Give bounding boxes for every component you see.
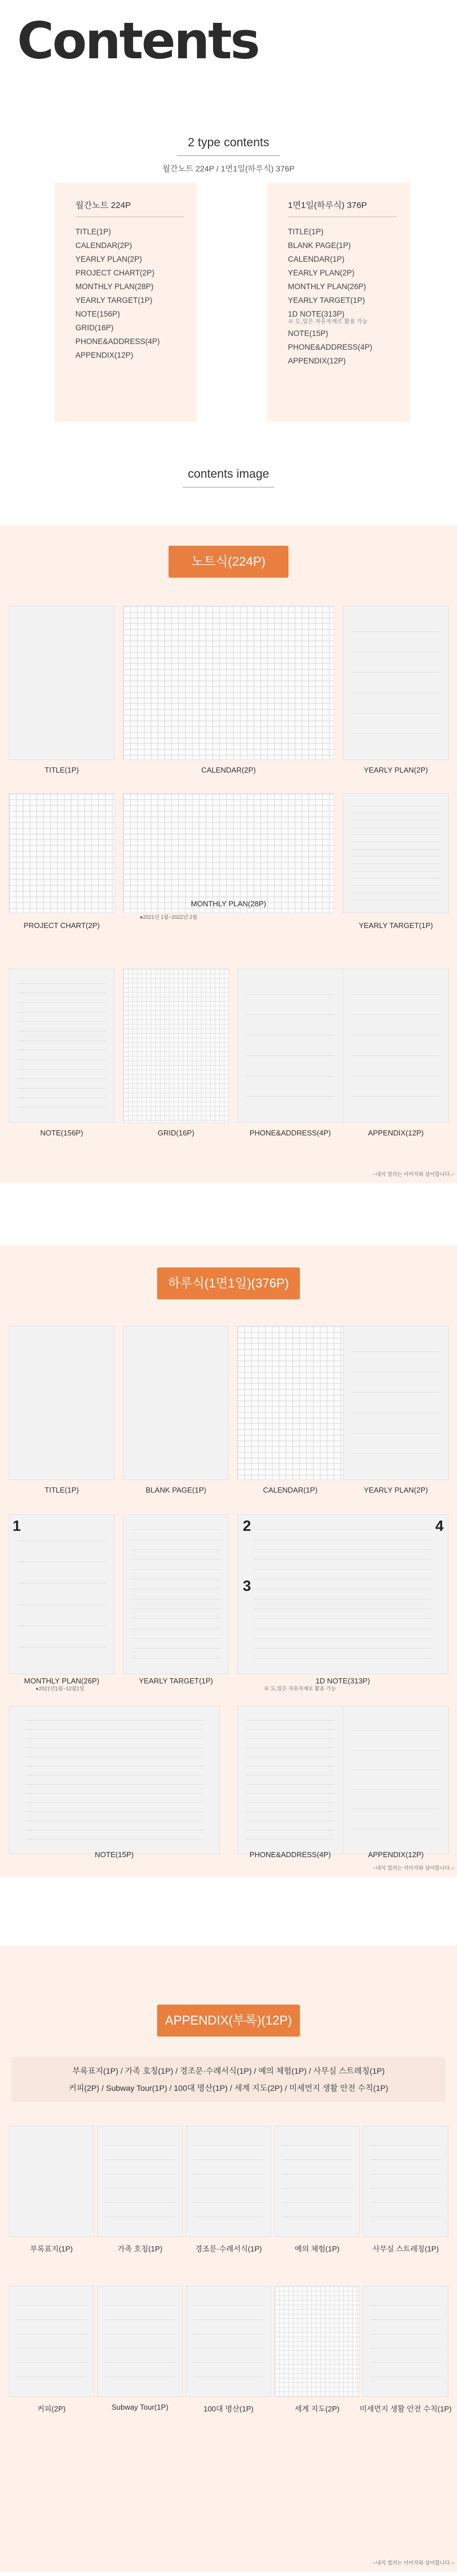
daily-list-item: 1D NOTE(313P): [288, 310, 345, 318]
monthly-list-item: GRID(16P): [75, 323, 114, 332]
ruled-line: [352, 863, 440, 864]
ruled-line: [352, 856, 440, 857]
appendix-list-line-2: 커피(2P) / Subway Tour(1P) / 100대 명산(1P) / 세계 지도(2P) / 미세먼지 생활 안전 수칙(1P): [69, 2083, 388, 2093]
ruled-line: [246, 1793, 335, 1794]
ruled-line: [352, 834, 440, 835]
ruled-line: [193, 2145, 264, 2146]
divider: [177, 155, 280, 156]
ruled-line: [18, 1059, 106, 1060]
thumbnail-label: CALENDAR(2P): [201, 766, 256, 774]
daily-items-list: [288, 225, 410, 321]
page-number: 4: [435, 1517, 444, 1534]
ruled-line: [26, 1784, 202, 1785]
page-title: Contents: [17, 11, 259, 70]
thumbnail-label: TITLE(1P): [45, 766, 79, 774]
thumbnail-label: YEARLY PLAN(2P): [363, 1486, 428, 1494]
appendix-list: [11, 2057, 446, 2102]
appendix-list-line-1: 부록표지(1P) / 가족 호칭(1P) / 경조문·수례서식(1P) / 예의 체험(1P) / 사무실 스트레칭(1P): [72, 2066, 385, 2075]
ruled-line: [352, 631, 440, 632]
monthly-list-item: CALENDAR(2P): [75, 241, 133, 250]
monthly-items-list: [75, 225, 197, 362]
thumbnail-label: TITLE(1P): [45, 1486, 79, 1494]
thumbnail-label: 미세먼지 생활 안전 수칙(1P): [359, 2405, 452, 2413]
ruled-line: [352, 672, 440, 673]
daily-list-item: YEARLY TARGET(1P): [288, 296, 365, 305]
ruled-line: [26, 1729, 202, 1730]
page-thumbnail: [123, 606, 334, 760]
monthly-list-item: YEARLY PLAN(2P): [75, 255, 142, 263]
page-thumbnail: [123, 1326, 229, 1480]
thumbnail-label: NOTE(156P): [40, 1129, 83, 1137]
daily-list-item: BLANK PAGE(1P): [288, 241, 351, 250]
page-thumbnail: [123, 969, 229, 1123]
ruled-line: [193, 2348, 264, 2349]
ruled-line: [246, 1720, 335, 1721]
daily-list-item: TITLE(1P): [288, 227, 324, 236]
section3-pill: APPENDIX(부록)(12P): [157, 2005, 300, 2037]
thumbnail-label: 예의 체험(1P): [294, 2245, 340, 2253]
thumbnail-label: 경조문·수례서식(1P): [195, 2245, 262, 2253]
page-thumbnail: [274, 2286, 360, 2397]
ruled-line: [254, 1569, 431, 1570]
ruled-line: [16, 2319, 87, 2320]
ruled-line: [352, 651, 440, 652]
ruled-line: [370, 2145, 441, 2146]
ruled-line: [254, 1539, 431, 1540]
ruled-line: [246, 1076, 335, 1077]
ruled-line: [352, 1730, 440, 1731]
monthly-list-item: APPENDIX(12P): [75, 351, 134, 359]
page-thumbnail: [343, 1326, 449, 1480]
page-number: 1: [13, 1517, 21, 1534]
page-thumbnail: [363, 2286, 448, 2397]
ruled-line: [18, 1078, 106, 1079]
ruled-line: [18, 1069, 106, 1070]
ruled-line: [105, 2362, 175, 2363]
thumbnail-label: PHONE&ADDRESS(4P): [249, 1129, 331, 1137]
ruled-line: [105, 2188, 175, 2189]
ruled-line: [16, 2348, 87, 2349]
page-thumbnail: [9, 1326, 115, 1480]
thumbnail-label: PHONE&ADDRESS(4P): [249, 1850, 331, 1859]
page-thumbnail: [9, 2126, 94, 2237]
page-thumbnail: [97, 2126, 183, 2237]
ruled-line: [105, 2319, 175, 2320]
ruled-line: [246, 994, 335, 995]
page-number: 2: [243, 1517, 251, 1534]
page-thumbnail: [9, 969, 115, 1123]
ruled-line: [246, 1729, 335, 1730]
ruled-line: [352, 1014, 440, 1015]
ruled-line: [370, 2362, 441, 2363]
ruled-line: [246, 1738, 335, 1739]
daily-note-subnote: ※ 도,일은 자유자재로 활용 가능: [264, 1686, 336, 1691]
thumbnail-label: 100대 명산(1P): [203, 2405, 254, 2413]
ruled-line: [193, 2305, 264, 2306]
ruled-line: [105, 2305, 175, 2306]
ruled-line: [352, 1076, 440, 1077]
ruled-line: [246, 1747, 335, 1748]
ruled-line: [105, 2348, 175, 2349]
thumbnail-label: 가족 호칭(1P): [117, 2245, 163, 2253]
monthly-plan-subnote: ●2021년 1월~2022년 2월: [139, 914, 198, 920]
daily-contents-box: [267, 183, 410, 422]
daily-list-item: PHONE&ADDRESS(4P): [288, 343, 372, 351]
ruled-line: [352, 849, 440, 850]
daily-list-item: APPENDIX(12P): [288, 357, 346, 365]
ruled-line: [370, 2159, 441, 2160]
page-number: 3: [243, 1577, 251, 1594]
monthly-list-item: YEARLY TARGET(1P): [75, 296, 153, 305]
ruled-line: [132, 1618, 221, 1619]
thumbnail-label: 1D NOTE(313P): [315, 1677, 370, 1685]
ruled-line: [352, 885, 440, 886]
page-thumbnail: [343, 1706, 449, 1854]
page-thumbnail: [343, 969, 449, 1123]
monthly-list-item: MONTHLY PLAN(28P): [75, 282, 154, 291]
ruled-line: [254, 1638, 431, 1639]
monthly-list-item: TITLE(1P): [75, 227, 111, 236]
ruled-line: [18, 1088, 106, 1089]
page-thumbnail: [123, 1514, 229, 1674]
ruled-line: [18, 1021, 106, 1022]
daily-list-item: MONTHLY PLAN(26P): [288, 282, 366, 291]
ruled-line: [352, 713, 440, 714]
ruled-line: [132, 1549, 221, 1550]
ruled-line: [132, 1658, 221, 1659]
ruled-line: [132, 1529, 221, 1530]
thumbnail-label: APPENDIX(12P): [368, 1129, 424, 1137]
page-thumbnail: [237, 1326, 343, 1480]
ruled-line: [352, 820, 440, 821]
daily-list-item: NOTE(15P): [288, 329, 328, 338]
section1-pill: 노트식(224P): [169, 546, 288, 578]
thumbnail-label: 세계 지도(2P): [294, 2405, 340, 2413]
section1-footnote: ~내지 컬러는 이미지와 상이합니다.~: [372, 1171, 454, 1177]
ruled-line: [352, 1055, 440, 1056]
page-thumbnail: [97, 2286, 183, 2397]
ruled-line: [370, 2319, 441, 2320]
ruled-line: [105, 2159, 175, 2160]
page-thumbnail: [343, 793, 449, 913]
thumbnail-label: 사무실 스트레칭(1P): [372, 2245, 439, 2253]
page-thumbnail: [9, 1706, 220, 1854]
ruled-line: [246, 1055, 335, 1056]
monthly-box-title: 월간노트 224P: [75, 201, 131, 210]
page-thumbnail: [123, 793, 334, 913]
monthly-contents-box: [55, 183, 197, 422]
ruled-line: [193, 2362, 264, 2363]
page-thumbnail: [9, 2286, 94, 2397]
daily-list-item: CALENDAR(1P): [288, 255, 345, 263]
ruled-line: [370, 2348, 441, 2349]
ruled-line: [18, 983, 106, 984]
monthly-list-item: PHONE&ADDRESS(4P): [75, 337, 160, 346]
ruled-line: [254, 1549, 431, 1550]
ruled-line: [105, 2145, 175, 2146]
daily-items-list-2: [288, 327, 410, 368]
ruled-line: [254, 1529, 431, 1530]
ruled-line: [105, 2202, 175, 2203]
ruled-line: [26, 1747, 202, 1748]
page-thumbnail: [237, 1706, 343, 1854]
ruled-line: [246, 1802, 335, 1803]
monthly-list-item: PROJECT CHART(2P): [75, 269, 155, 277]
types-heading: 2 type contents: [187, 136, 270, 149]
ruled-line: [370, 2188, 441, 2189]
ruled-line: [282, 2202, 352, 2203]
page-thumbnail: [274, 2126, 360, 2237]
ruled-line: [370, 2202, 441, 2203]
ruled-line: [26, 1811, 202, 1812]
ruled-line: [132, 1539, 221, 1540]
thumbnail-label: Subway Tour(1P): [111, 2403, 169, 2411]
section2-footnote: ~내지 컬러는 이미지와 상이합니다.~: [372, 1865, 454, 1871]
ruled-line: [132, 1569, 221, 1570]
ruled-line: [352, 1096, 440, 1097]
ruled-line: [246, 1811, 335, 1812]
page-thumbnail: [186, 2126, 271, 2237]
ruled-line: [352, 1453, 440, 1454]
thumbnail-label: 부록표지(1P): [30, 2245, 73, 2253]
thumbnail-label: APPENDIX(12P): [368, 1850, 424, 1859]
page-thumbnail: [9, 606, 115, 760]
ruled-line: [352, 733, 440, 734]
page-thumbnail: [237, 969, 343, 1123]
ruled-line: [352, 827, 440, 828]
ruled-line: [18, 1002, 106, 1003]
thumbnail-label: CALENDAR(1P): [263, 1486, 318, 1494]
image-heading: contents image: [187, 467, 270, 481]
thumbnail-label: YEARLY TARGET(1P): [359, 921, 433, 930]
thumbnail-label: GRID(16P): [157, 1129, 195, 1137]
page-thumbnail: [9, 1514, 115, 1674]
daily-list-item: YEARLY PLAN(2P): [288, 269, 355, 277]
thumbnail-label: BLANK PAGE(1P): [146, 1486, 206, 1494]
thumbnail-label: YEARLY PLAN(2P): [363, 766, 428, 774]
ruled-line: [132, 1648, 221, 1649]
ruled-line: [16, 2362, 87, 2363]
ruled-line: [254, 1648, 431, 1649]
page-thumbnail: [237, 1514, 448, 1674]
ruled-line: [26, 1793, 202, 1794]
ruled-line: [352, 1351, 440, 1352]
ruled-line: [16, 2305, 87, 2306]
ruled-line: [352, 1433, 440, 1434]
monthly-list-item: NOTE(156P): [75, 310, 121, 318]
section-appendix: [0, 1946, 457, 2571]
ruled-line: [282, 2159, 352, 2160]
ruled-line: [132, 1638, 221, 1639]
thumbnail-label: MONTHLY PLAN(26P): [24, 1677, 99, 1685]
ruled-line: [254, 1618, 431, 1619]
ruled-line: [18, 1012, 106, 1013]
daily-box-title: 1면1일(하루식) 376P: [288, 201, 367, 210]
ruled-line: [246, 1784, 335, 1785]
section2-pill: 하루식(1면1일)(376P): [157, 1267, 300, 1299]
ruled-line: [352, 1392, 440, 1393]
ruled-line: [352, 994, 440, 995]
ruled-line: [193, 2159, 264, 2160]
section3-footnote: ~내지 컬러는 이미지와 상이합니다.~: [372, 2560, 454, 2566]
thumbnail-label: YEARLY TARGET(1P): [139, 1677, 213, 1685]
page-thumbnail: [9, 793, 115, 913]
page-thumbnail: [343, 606, 449, 760]
thumbnail-label: NOTE(15P): [95, 1850, 134, 1859]
ruled-line: [193, 2202, 264, 2203]
thumbnail-label: MONTHLY PLAN(28P): [191, 899, 266, 908]
daily-monthly-subnote: ●2021년1월~12월1일: [35, 1686, 85, 1691]
ruled-line: [246, 1014, 335, 1015]
ruled-line: [352, 1371, 440, 1372]
ruled-line: [26, 1802, 202, 1803]
ruled-line: [193, 2188, 264, 2189]
daily-note: ※ 도,일은 자유자재로 활용 가능: [288, 319, 368, 325]
ruled-line: [254, 1658, 431, 1659]
ruled-line: [282, 2188, 352, 2189]
ruled-line: [282, 2145, 352, 2146]
ruled-line: [246, 1096, 335, 1097]
thumbnail-label: 커피(2P): [37, 2405, 66, 2413]
ruled-line: [26, 1720, 202, 1721]
ruled-line: [352, 899, 440, 900]
ruled-line: [370, 2305, 441, 2306]
ruled-line: [26, 1738, 202, 1739]
thumbnail-label: PROJECT CHART(2P): [23, 921, 100, 930]
page-thumbnail: [186, 2286, 271, 2397]
ruled-line: [352, 1789, 440, 1790]
ruled-line: [193, 2319, 264, 2320]
ruled-line: [352, 1750, 440, 1751]
page-thumbnail: [363, 2126, 448, 2237]
types-subtitle: 월간노트 224P / 1면1일(하루식) 376P: [162, 164, 295, 173]
